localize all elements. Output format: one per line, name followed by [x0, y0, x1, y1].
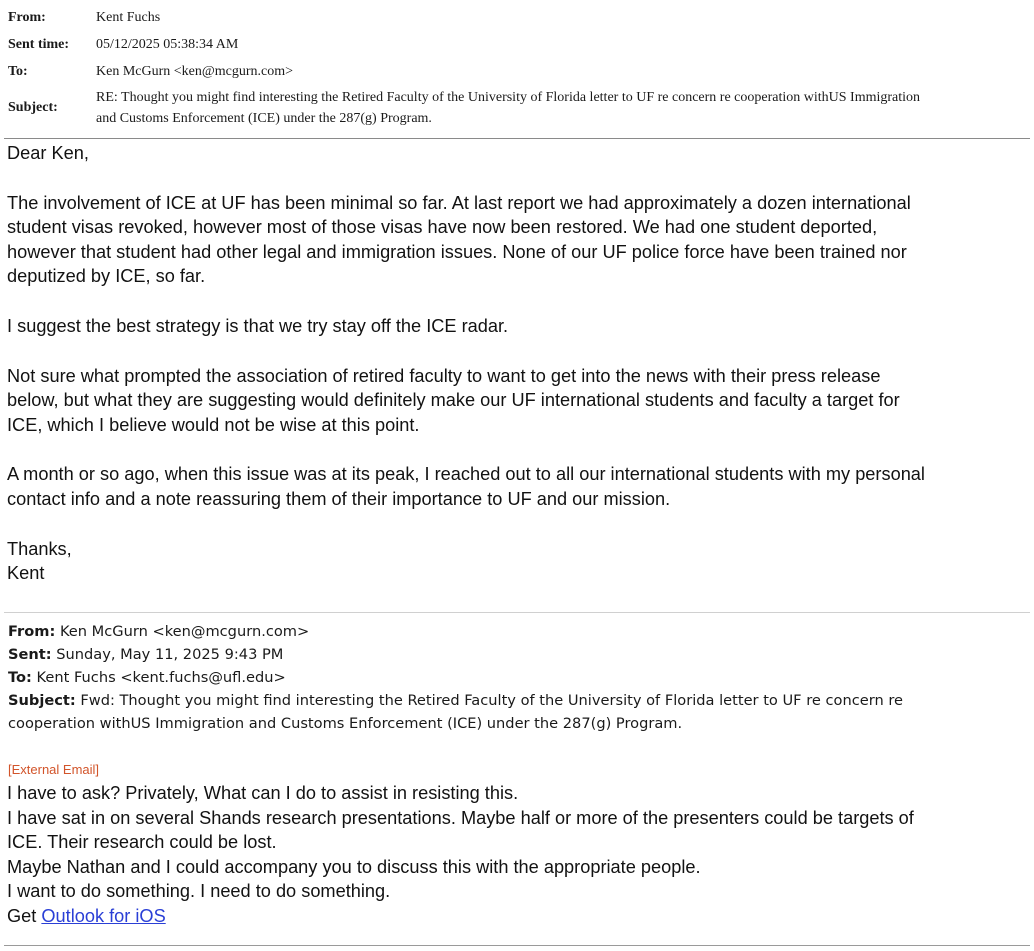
header-subject-label: Subject: — [8, 100, 58, 115]
footer-divider — [4, 945, 1030, 946]
header-to-value: Ken McGurn <ken@mcgurn.com> — [96, 64, 294, 79]
header-divider — [4, 138, 1030, 139]
greeting: Dear Ken, — [7, 143, 89, 163]
external-email-tag: [External Email] — [8, 762, 100, 777]
signoff: Thanks, — [7, 538, 72, 559]
message-line: Maybe Nathan and I could accompany you to discuss this with the appropriate people. — [7, 856, 701, 877]
outlook-signature — [7, 904, 1027, 929]
outlook-for-ios-link[interactable]: Outlook for iOS — [41, 905, 166, 926]
paragraph-line: contact info and a note reassuring them of their importance to UF and our mission. — [7, 488, 671, 509]
header-from-value: Kent Fuchs — [96, 10, 161, 25]
forwarded-subject-row — [8, 689, 1028, 712]
message-line: ICE. Their research could be lost. — [7, 832, 277, 853]
original-message-body — [7, 781, 1027, 929]
paragraph-line: Not sure what prompted the association of retired faculty to want to get into the news with their press release — [7, 365, 881, 386]
header-sent-value: 05/12/2025 05:38:34 AM — [96, 37, 239, 52]
paragraph-line: A month or so ago, when this issue was at its peak, I reached out to all our international students with my personal — [7, 464, 925, 485]
header-subject-line-1: RE: Thought you might find interesting the Retired Faculty of the University of Florida letter to UF re concern re cooperation withUS Immigration — [96, 90, 921, 105]
paragraph-4 — [7, 462, 1027, 511]
paragraph-line: The involvement of ICE at UF has been minimal so far. At last report we had approximately a dozen international — [7, 192, 911, 213]
forwarded-from-label: From: — [8, 623, 56, 640]
signature: Kent — [7, 563, 45, 584]
message-line: I want to do something. I need to do something. — [7, 881, 391, 902]
paragraph-line: student visas revoked, however most of those visas have now been restored. We had one student deported, — [7, 217, 878, 238]
forwarded-from-value: Ken McGurn <ken@mcgurn.com> — [55, 623, 310, 640]
closing — [7, 537, 1027, 586]
header-to-label: To: — [8, 64, 28, 79]
get-prefix: Get — [7, 905, 42, 926]
forwarded-subject-line-2: cooperation withUS Immigration and Customs Enforcement (ICE) under the 287(g) Program. — [8, 715, 683, 732]
forward-divider — [4, 612, 1030, 613]
header-from-label: From: — [8, 10, 46, 25]
paragraph-3 — [7, 364, 1027, 438]
paragraph-1 — [7, 191, 1027, 289]
forwarded-subject-line-1: Fwd: Thought you might find interesting the Retired Faculty of the University of Florida letter to UF re concern re — [75, 692, 903, 709]
paragraph-line: deputized by ICE, so far. — [7, 266, 206, 287]
header-subject-line-2: and Customs Enforcement (ICE) under the 287(g) Program. — [96, 111, 432, 126]
reply-body — [7, 141, 1027, 611]
forwarded-sent-row — [8, 643, 1028, 666]
forwarded-to-row — [8, 666, 1028, 689]
message-line: I have sat in on several Shands research presentations. Maybe half or more of the presenters could be targets of — [7, 807, 914, 828]
forwarded-to-value: Kent Fuchs <kent.fuchs@ufl.edu> — [31, 669, 286, 686]
paragraph-line: I suggest the best strategy is that we try stay off the ICE radar. — [7, 315, 509, 336]
forwarded-to-label: To: — [8, 669, 32, 686]
forwarded-sent-label: Sent: — [8, 646, 52, 663]
paragraph-line: below, but what they are suggesting would definitely make our UF international students and faculty a target for — [7, 390, 900, 411]
forwarded-subject-label: Subject: — [8, 692, 76, 709]
header-sent-label: Sent time: — [8, 37, 70, 52]
paragraph-line: however that student had other legal and immigration issues. None of our UF police force have been trained nor — [7, 241, 907, 262]
paragraph-line: ICE, which I believe would not be wise at this point. — [7, 414, 420, 435]
forwarded-from-row — [8, 620, 1028, 643]
forwarded-header — [8, 620, 1028, 735]
message-line: I have to ask? Privately, What can I do to assist in resisting this. — [7, 783, 519, 803]
paragraph-2 — [7, 314, 1027, 339]
forwarded-sent-value: Sunday, May 11, 2025 9:43 PM — [51, 646, 284, 663]
